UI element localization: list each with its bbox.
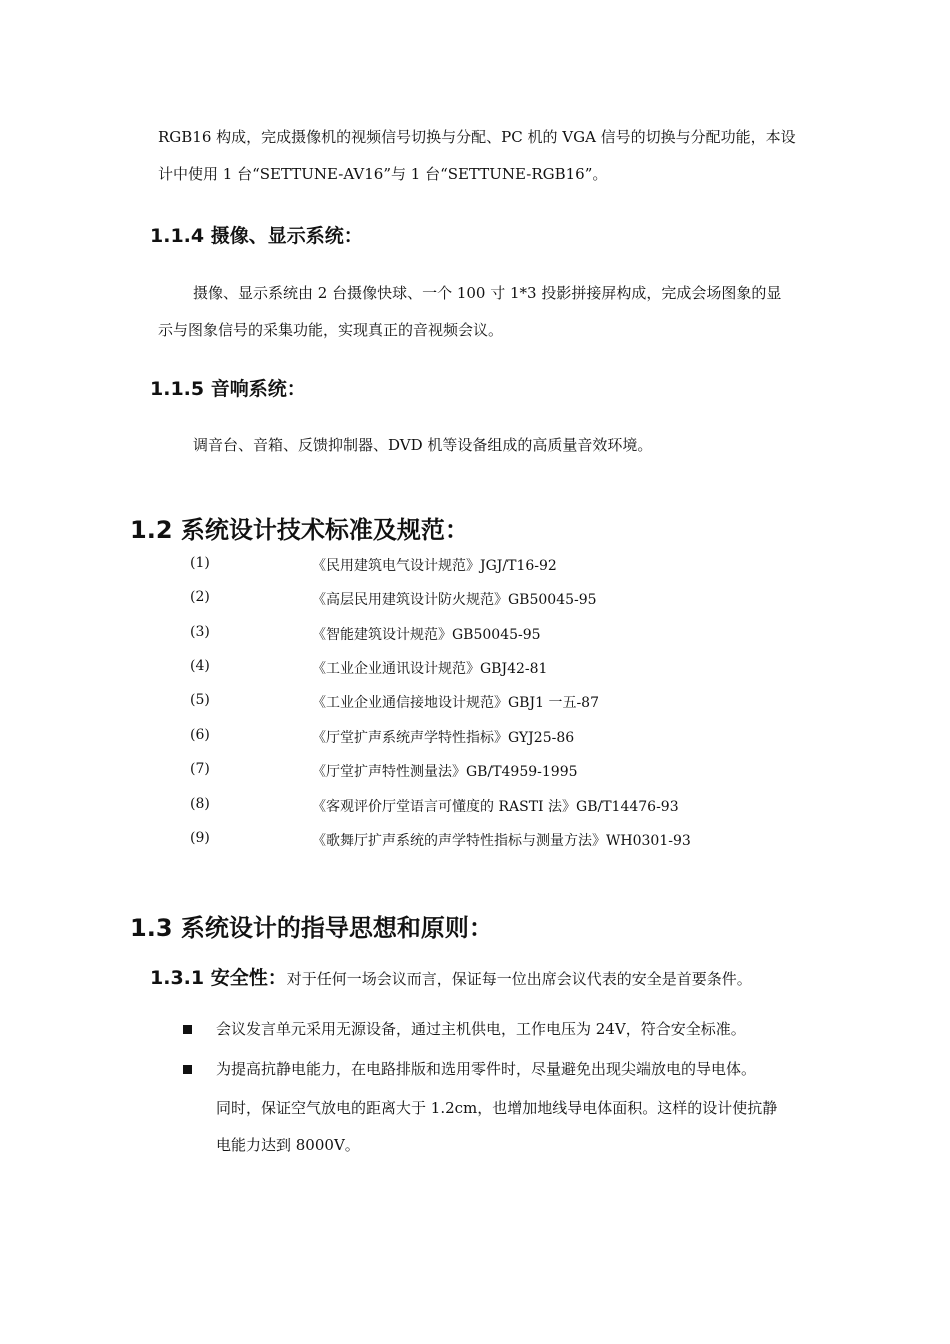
bullet-square-icon (183, 1065, 192, 1074)
section-heading-1-3: 1.3 系统设计的指导思想和原则： (130, 914, 493, 942)
list-item-text: 《客观评价厅堂语言可懂度的 RASTI 法》GB/T14476-93 (312, 799, 679, 815)
list-item-text: 《厅堂扩声特性测量法》GB/T4959-1995 (312, 764, 578, 780)
list-item-text: 《民用建筑电气设计规范》JGJ/T16-92 (312, 558, 557, 574)
list-item-text: 《智能建筑设计规范》GB50045-95 (312, 627, 541, 643)
bullet-2-line-1: 为提高抗静电能力，在电路排版和选用零件时，尽量避免出现尖端放电的导电体。 (216, 1060, 757, 1078)
list-item-number: (1) (190, 555, 210, 571)
list-item-text: 《歌舞厅扩声系统的声学特性指标与测量方法》WH0301-93 (312, 833, 691, 849)
list-item-number: (5) (190, 692, 210, 708)
list-item-number: (2) (190, 589, 210, 605)
list-item-number: (9) (190, 830, 210, 846)
intro-line-1: RGB16 构成，完成摄像机的视频信号切换与分配、PC 机的 VGA 信号的切换与分配功能，本设 (158, 128, 796, 146)
bullet-2-line-3: 电能力达到 8000V。 (216, 1136, 360, 1154)
s114-line-1: 摄像、显示系统由 2 台摄像快球、一个 100 寸 1*3 投影拼接屏构成，完成会场图象的显 (193, 284, 782, 302)
list-item-text: 《高层民用建筑设计防火规范》GB50045-95 (312, 592, 597, 608)
bullet-square-icon (183, 1025, 192, 1034)
section-heading-1-1-5: 1.1.5 音响系统： (150, 378, 306, 400)
section-heading-1-3-1: 1.3.1 安全性： (150, 967, 287, 989)
list-item-number: (6) (190, 727, 210, 743)
s114-line-2: 示与图象信号的采集功能，实现真正的音视频会议。 (158, 321, 504, 339)
s131-text: 对于任何一场会议而言，保证每一位出席会议代表的安全是首要条件。 (286, 970, 752, 988)
bullet-2-line-2: 同时，保证空气放电的距离大于 1.2cm，也增加地线导电体面积。这样的设计使抗静 (216, 1099, 778, 1117)
section-heading-1-1-4: 1.1.4 摄像、显示系统： (150, 225, 363, 247)
section-1-3-1-line (150, 963, 752, 990)
list-item-text: 《厅堂扩声系统声学特性指标》GYJ25-86 (312, 730, 575, 746)
list-item-number: (7) (190, 761, 210, 777)
list-item-number: (3) (190, 624, 210, 640)
section-heading-1-2: 1.2 系统设计技术标准及规范： (130, 516, 469, 544)
intro-line-2: 计中使用 1 台“SETTUNE-AV16”与 1 台“SETTUNE-RGB16”。 (158, 165, 608, 183)
s115-line-1: 调音台、音箱、反馈抑制器、DVD 机等设备组成的高质量音效环境。 (193, 436, 653, 454)
list-item-text: 《工业企业通信接地设计规范》GBJ1 一五-87 (312, 695, 599, 711)
list-item-number: (4) (190, 658, 210, 674)
list-item-text: 《工业企业通讯设计规范》GBJ42-81 (312, 661, 548, 677)
list-item-number: (8) (190, 796, 210, 812)
bullet-1-line-1: 会议发言单元采用无源设备，通过主机供电，工作电压为 24V，符合安全标准。 (216, 1020, 746, 1038)
